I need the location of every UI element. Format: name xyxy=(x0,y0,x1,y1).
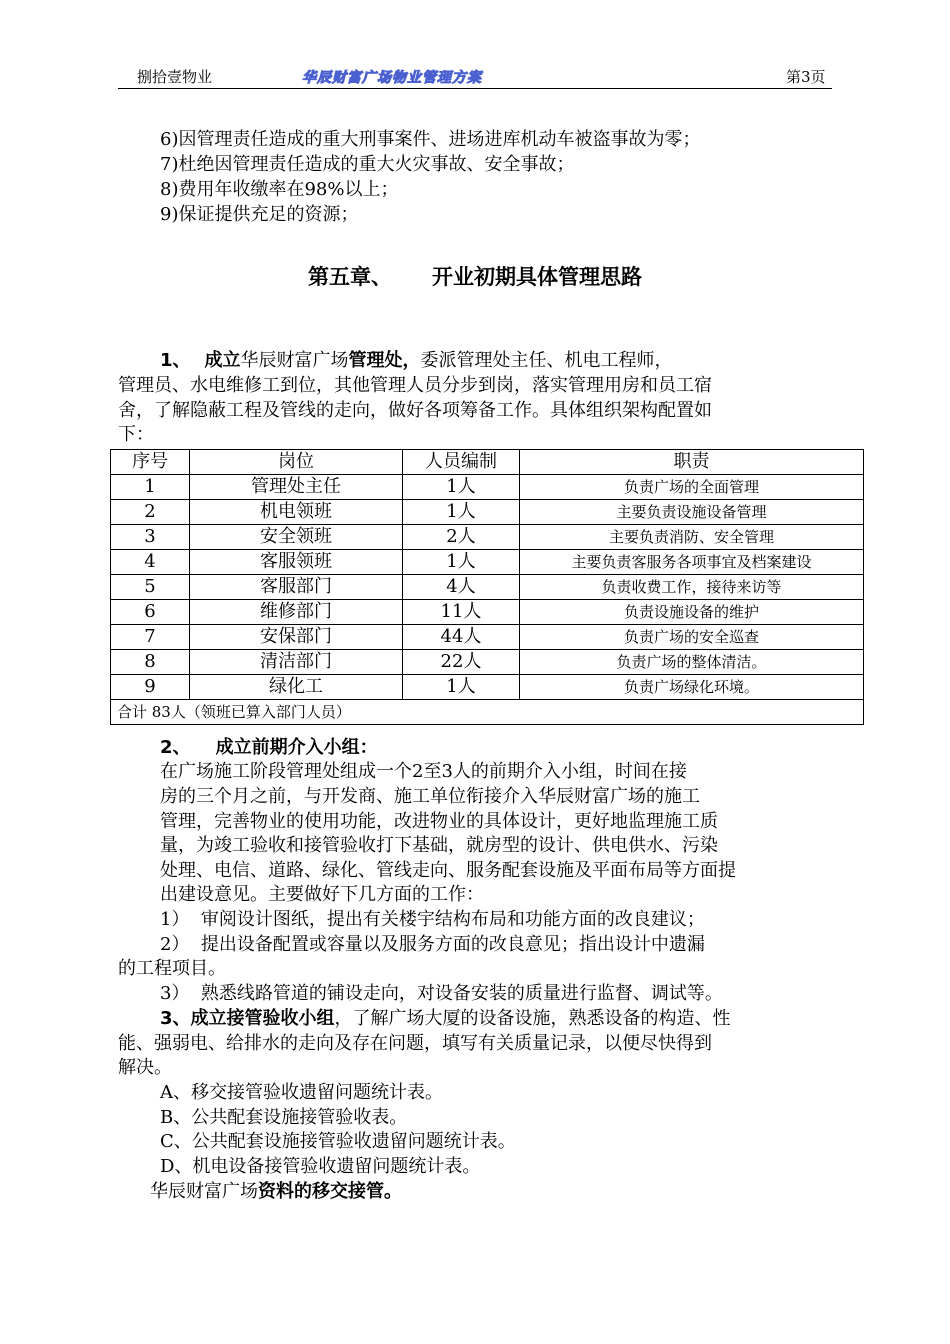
section1-lead-bold: 成立 xyxy=(204,350,241,371)
table-cell: 5 xyxy=(111,575,190,600)
section3-last-bold: 资料的移交接管。 xyxy=(258,1181,402,1202)
section2-line: 房的三个月之前，与开发商、施工单位衔接介入华辰财富广场的施工 xyxy=(160,786,700,807)
section3-item: D、机电设备接管验收遗留问题统计表。 xyxy=(160,1156,481,1177)
table-cell: 44人 xyxy=(403,625,520,650)
chapter-number: 第五章、 xyxy=(308,265,392,289)
section1-lead-name: 华辰财富广场 xyxy=(240,350,349,371)
section3-line1 xyxy=(160,1006,731,1031)
section1-line2: 管理员、水电维修工到位，其他管理人员分步到岗，落实管理用房和员工宿 xyxy=(118,375,712,396)
section2-line: 在广场施工阶段管理处组成一个2至3人的前期介入小组，时间在接 xyxy=(160,761,687,782)
table-row xyxy=(111,600,864,625)
table-cell: 负责广场的整体清洁。 xyxy=(520,650,864,675)
section3-item: C、公共配套设施接管验收遗留问题统计表。 xyxy=(160,1131,516,1152)
table-header-cell: 职责 xyxy=(520,450,864,475)
table-cell: 客服领班 xyxy=(190,550,403,575)
table-cell: 安保部门 xyxy=(190,625,403,650)
section3-item: B、公共配套设施接管验收表。 xyxy=(160,1107,408,1128)
table-cell: 安全领班 xyxy=(190,525,403,550)
section2-line: 管理，完善物业的使用功能，改进物业的具体设计，更好地监理施工质 xyxy=(160,811,718,832)
header-company: 捌拾壹物业 xyxy=(137,68,213,86)
table-cell: 负责广场的安全巡查 xyxy=(520,625,864,650)
table-cell: 主要负责客服务各项事宜及档案建设 xyxy=(520,550,864,575)
table-row xyxy=(111,500,864,525)
table-row xyxy=(111,675,864,700)
table-cell: 负责收费工作，接待来访等 xyxy=(520,575,864,600)
table-cell: 1人 xyxy=(403,475,520,500)
section2-item: 1） 审阅设计图纸，提出有关楼宇结构布局和功能方面的改良建议； xyxy=(160,909,705,930)
table-cell: 3 xyxy=(111,525,190,550)
chapter-title: 开业初期具体管理思路 xyxy=(432,265,642,289)
table-cell: 6 xyxy=(111,600,190,625)
table-cell: 4 xyxy=(111,550,190,575)
table-cell: 管理处主任 xyxy=(190,475,403,500)
table-header-cell: 岗位 xyxy=(190,450,403,475)
goal-item: 7)杜绝因管理责任造成的重大火灾事故、安全事故； xyxy=(160,154,575,175)
table-header-cell: 人员编制 xyxy=(403,450,520,475)
org-table xyxy=(110,449,864,725)
chapter-heading xyxy=(0,261,950,291)
table-row xyxy=(111,475,864,500)
table-cell: 绿化工 xyxy=(190,675,403,700)
table-cell: 负责广场绿化环境。 xyxy=(520,675,864,700)
section1-line1 xyxy=(160,348,673,373)
table-row xyxy=(111,625,864,650)
table-cell: 1人 xyxy=(403,675,520,700)
table-header-row xyxy=(111,450,864,475)
table-row xyxy=(111,650,864,675)
table-cell: 2人 xyxy=(403,525,520,550)
table-cell: 1人 xyxy=(403,550,520,575)
section3-last-line xyxy=(150,1179,402,1204)
table-cell: 7 xyxy=(111,625,190,650)
table-row xyxy=(111,575,864,600)
section3-last-normal: 华辰财富广场 xyxy=(150,1181,258,1202)
table-cell: 负责广场的全面管理 xyxy=(520,475,864,500)
section3-heading: 3、成立接管验收小组 xyxy=(160,1008,335,1029)
table-cell: 清洁部门 xyxy=(190,650,403,675)
section2-line: 出建设意见。主要做好下几方面的工作： xyxy=(160,884,484,905)
header-rule xyxy=(118,88,832,89)
table-total-cell: 合计 83人（领班已算入部门人员） xyxy=(111,700,864,725)
table-cell: 8 xyxy=(111,650,190,675)
section2-item: 2） 提出设备配置或容量以及服务方面的改良意见；指出设计中遗漏 xyxy=(160,934,705,955)
section1-line3: 舍，了解隐蔽工程及管线的走向，做好各项筹备工作。具体组织架构配置如 xyxy=(118,400,712,421)
header-doc-title: 华辰财富广场物业管理方案 xyxy=(302,70,482,86)
table-cell: 负责设施设备的维护 xyxy=(520,600,864,625)
table-cell: 11人 xyxy=(403,600,520,625)
section3-item: A、移交接管验收遗留问题统计表。 xyxy=(160,1082,443,1103)
table-cell: 2 xyxy=(111,500,190,525)
section2-line: 量，为竣工验收和接管验收打下基础，就房型的设计、供电供水、污染 xyxy=(160,835,718,856)
section2-heading: 2、 成立前期介入小组： xyxy=(160,737,378,758)
goal-item: 9)保证提供充足的资源； xyxy=(160,204,359,225)
table-cell: 机电领班 xyxy=(190,500,403,525)
table-header-cell: 序号 xyxy=(111,450,190,475)
section2-item: 3） 熟悉线路管道的铺设走向，对设备安装的质量进行监督、调试等。 xyxy=(160,983,723,1004)
section2-line: 处理、电信、道路、绿化、管线走向、服务配套设施及平面布局等方面提 xyxy=(160,860,736,881)
section1-lead-bold2: 管理处， xyxy=(348,350,421,371)
section1-number: 1、 xyxy=(160,350,191,371)
table-cell: 主要负责设施设备管理 xyxy=(520,500,864,525)
table-cell: 1 xyxy=(111,475,190,500)
section3-line1-rest: ，了解广场大厦的设备设施，熟悉设备的构造、性 xyxy=(334,1008,731,1029)
section3-line2: 能、强弱电、给排水的走向及存在问题，填写有关质量记录，以便尽快得到 xyxy=(118,1033,712,1054)
table-cell: 1人 xyxy=(403,500,520,525)
section2-item: 的工程项目。 xyxy=(118,958,226,979)
table-cell: 22人 xyxy=(403,650,520,675)
table-cell: 4人 xyxy=(403,575,520,600)
goal-item: 6)因管理责任造成的重大刑事案件、进场进库机动车被盗事故为零； xyxy=(160,129,701,150)
table-row xyxy=(111,525,864,550)
table-cell: 主要负责消防、安全管理 xyxy=(520,525,864,550)
header-page-label: 第3页 xyxy=(786,68,826,86)
table-cell: 客服部门 xyxy=(190,575,403,600)
section1-rest: 委派管理处主任、机电工程师， xyxy=(420,350,673,371)
goal-item: 8)费用年收缴率在98%以上； xyxy=(160,179,399,200)
table-row xyxy=(111,550,864,575)
table-total-row xyxy=(111,700,864,725)
table-cell: 9 xyxy=(111,675,190,700)
table-cell: 维修部门 xyxy=(190,600,403,625)
section1-line4: 下： xyxy=(118,424,154,445)
section3-line3: 解决。 xyxy=(118,1057,172,1078)
